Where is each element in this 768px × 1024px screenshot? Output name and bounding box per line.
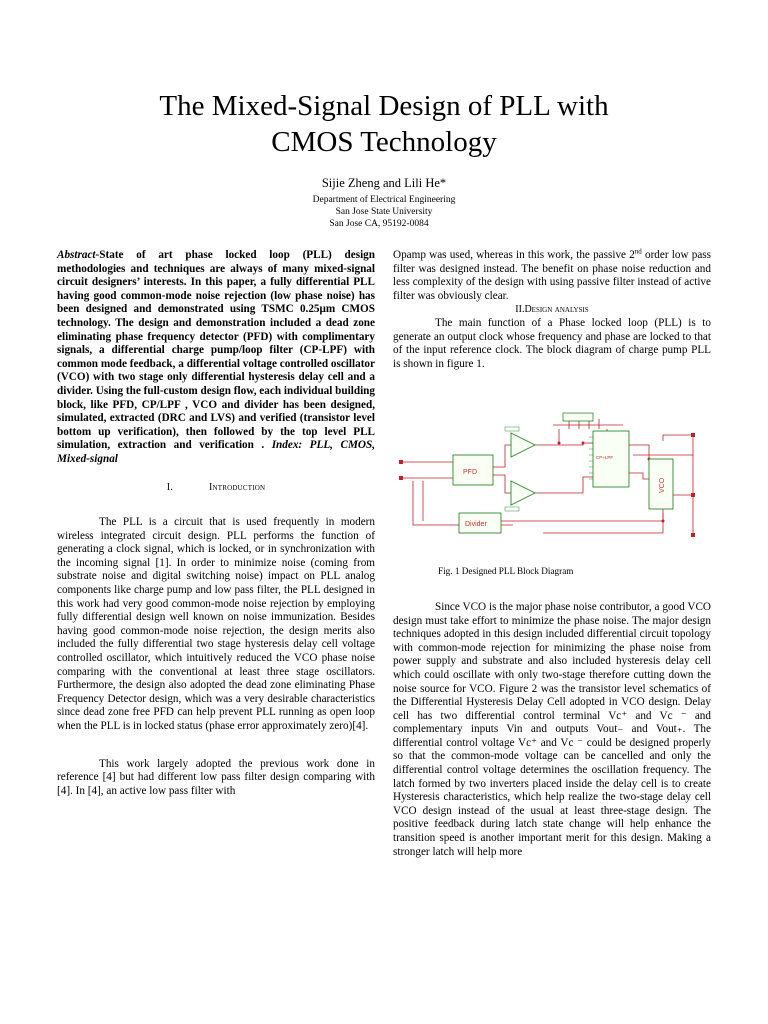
right-column	[393, 249, 711, 859]
figure-caption: Fig. 1 Designed PLL Block Diagram	[438, 566, 574, 577]
abstract-body: -State of art phase locked loop (PLL) design methodologies and techniques are always of many mixed-signal circuit designers’ interests. In this paper, a fully differential PLL having good common-mode noise rejection (low phase noise) has been designed and demonstrated using TSMC 0.25μm CMOS technology. The design and demonstration included a dead zone eliminating phase frequency detector (PFD) with complimentary signals, a differential charge pump/loop filter (CP-LPF) with common mode feedback, a differential voltage controlled oscillator (VCO) with two stage only differential hysteresis delay cell and a divider. Using the full-custom design flow, each individual building block, like PFD, CP/LPF , VCO and divider has been designed, simulated, extracted (DRC and LVS) and verified (transistor level bottom up verification), then followed by the top level PLL simulation, extraction and verification .	[57, 249, 375, 452]
divider-label: Divider	[465, 521, 487, 529]
design-paragraph-2: Since VCO is the major phase noise contributor, a good VCO design must take effort to minimize the phase noise. The major design techniques adopted in this design included differential circuit topology with common-mode rejection for minimizing the phase noise from power supply and substrate and also included hysteresis delay cell which could oscillate with only two-stage therefore cutting down the noise source for VCO. Figure 2 was the transistor level schematics of the Differential Hysteresis Delay Cell adopted in VCO design. Delay cell has two differential control terminal Vc⁺ and Vc ⁻ and complementary inputs Vin and outputs Vout₋ and Vout₊. The differential control voltage Vc⁺ and Vc ⁻ could be designed properly so that the common-mode voltage can be cancelled and only the differential control voltage determines the oscillation frequency. The latch formed by two inverters placed inside the delay cell is to create Hysteresis characteristics, which help realize the two-stage delay cell VCO design instead of the usual at least three-stage design. The positive feedback during latch state change will help enhance the transition speed is another important merit for this design. Making a stronger latch will help more	[393, 600, 711, 858]
design-paragraph-1: The main function of a Phase locked loop (PLL) is to generate an output clock whose frequency and phase are locked to that of the input reference clock. The block diagram of charge pump PLL is shown in figure 1.	[393, 316, 711, 370]
bias-block	[563, 413, 593, 421]
title-line-2: CMOS Technology	[271, 126, 497, 158]
authors: Sijie Zheng and Lili He*	[321, 176, 447, 190]
abstract-keywords: Index: PLL, CMOS, Mixed-signal	[57, 439, 375, 465]
title-line-1: The Mixed-Signal Design of PLL with	[159, 90, 609, 122]
vco-label: VCO	[659, 478, 666, 494]
superscript-nd: nd	[634, 247, 642, 256]
pll-block-diagram	[393, 385, 711, 545]
affiliation-address: San Jose CA, 95192-0084	[329, 219, 429, 230]
affiliation	[0, 194, 768, 231]
section-heading-introduction	[57, 481, 375, 495]
block-diagram-svg	[393, 385, 711, 545]
section-heading-design-analysis	[393, 303, 711, 317]
affiliation-dept: Department of Electrical Engineering	[312, 195, 456, 205]
cp-lpf-label: CP+LPF	[596, 455, 614, 461]
continued-text-a: Opamp was used, whereas in this work, the passive 2	[393, 249, 635, 261]
lower-amplifier	[511, 481, 535, 505]
section-number: I.	[166, 481, 173, 493]
paper-title	[60, 88, 708, 160]
left-column	[57, 249, 375, 798]
right-paragraph-continued	[393, 249, 711, 303]
affiliation-university: San Jose State University	[335, 207, 433, 218]
section-title: Introduction	[208, 481, 266, 493]
upper-amplifier	[511, 433, 535, 457]
section-title-design: II.Design analysis	[515, 304, 589, 316]
continued-text-b: order low pass filter was designed instead. The benefit on phase noise reduction and less complexity of the design with using passive filter instead of active filter was obviously clear.	[393, 249, 711, 302]
pfd-label: PFD	[463, 469, 477, 477]
abstract-lead: Abstract	[57, 249, 96, 261]
intro-paragraph-1: The PLL is a circuit that is used frequently in modern wireless integrated circuit design. PLL performs the function of generating a clock signal, which is locked, or in synchronization with the incoming signal [1]. In order to minimize noise (coming from substrate noise and digital switching noise) impact on PLL analog components like charge pump and low pass filter, the PLL designed in this work had very good common-mode noise rejection by employing fully differential design well known on noise immunization. Besides having good common-mode noise rejection, the design merits also included the fully differential two stage hysteresis delay cell voltage controlled oscillator, which intuitively reduced the VCO phase noise comparing with the conventional at least three stage oscillators. Furthermore, the design also adopted the dead zone eliminating Phase Frequency Detector design, which was a very desirable characteristics since dead zone free PFD can help prevent PLL running as open loop when the PLL is in locked status (phase error approximately zero)[4].	[57, 516, 375, 732]
intro-paragraph-2: This work largely adopted the previous work done in reference [4] but had different low pass filter design comparing with [4]. In [4], an active low pass filter with	[57, 757, 375, 797]
abstract	[57, 249, 375, 467]
